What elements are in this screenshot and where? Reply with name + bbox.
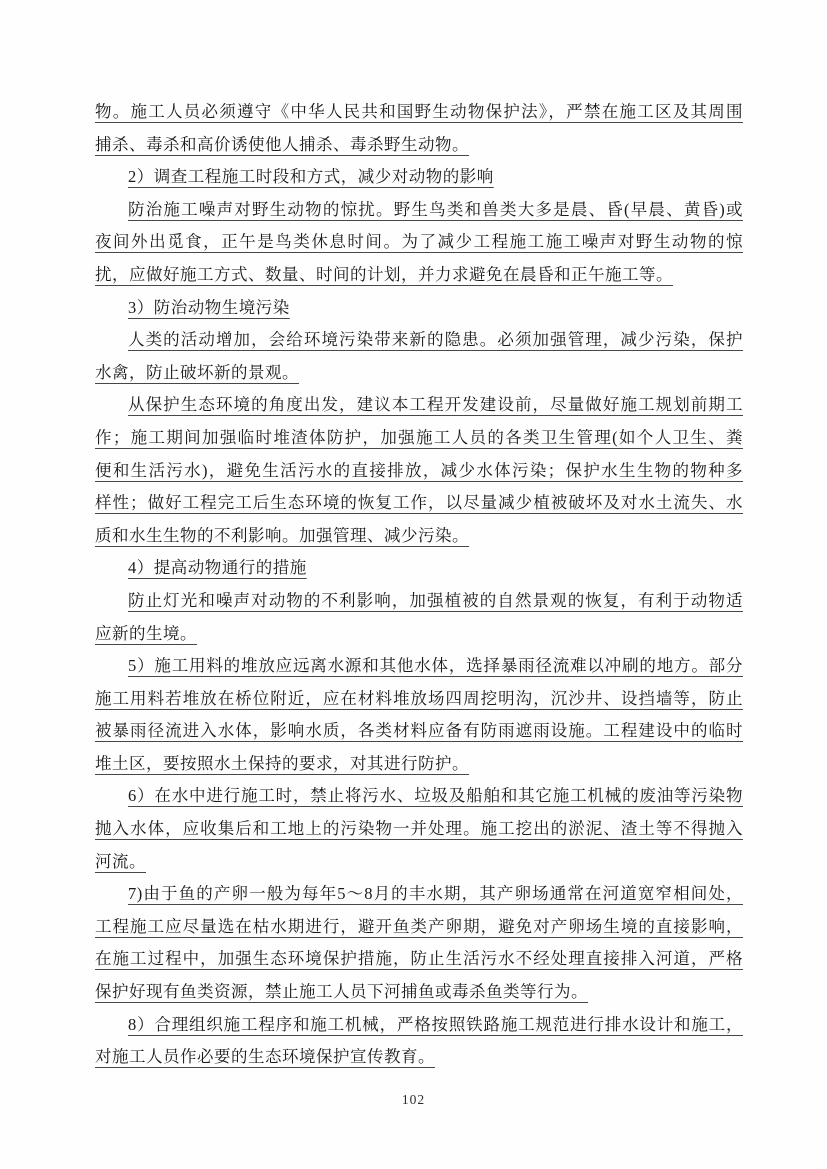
text-line: 便和生活污水)，避免生活污水的直接排放，减少水体污染；保护水生生物的物种多 <box>95 460 743 480</box>
section-heading: 3）防治动物生境污染 <box>128 297 290 317</box>
text-line: 5）施工用料的堆放应远离水源和其他水体，选择暴雨径流难以冲刷的地方。部分 <box>128 656 743 676</box>
text-line: 对施工人员作必要的生态环境保护宣传教育。 <box>95 1047 435 1067</box>
text-line: 人类的活动增加，会给环境污染带来新的隐患。必须加强管理，减少污染，保护 <box>128 330 743 350</box>
text-line: 扰，应做好施工方式、数量、时间的计划，并力求避免在晨昏和正午施工等。 <box>95 264 673 284</box>
text-line: 6）在水中进行施工时，禁止将污水、垃圾及船舶和其它施工机械的废油等污染物 <box>128 786 743 806</box>
text-line: 被暴雨径流进入水体，影响水质，各类材料应备有防雨遮雨设施。工程建设中的临时 <box>95 721 743 741</box>
text-line: 质和水生生物的不利影响。加强管理、减少污染。 <box>95 525 469 545</box>
section-heading: 4）提高动物通行的措施 <box>128 558 307 578</box>
text-line: 工程施工应尽量选在枯水期进行，避开鱼类产卵期，避免对产卵场生境的直接影响， <box>95 916 743 936</box>
text-line: 样性；做好工程完工后生态环境的恢复工作，以尽量减少植被破坏及对水土流失、水 <box>95 493 743 513</box>
text-line: 河流。 <box>95 851 146 871</box>
text-line: 8）合理组织施工程序和施工机械，严格按照铁路施工规范进行排水设计和施工， <box>128 1014 743 1034</box>
text-line: 水禽，防止破坏新的景观。 <box>95 362 299 382</box>
text-line: 捕杀、毒杀和高价诱使他人捕杀、毒杀野生动物。 <box>95 134 469 154</box>
text-line: 抛入水体，应收集后和工地上的污染物一并处理。施工挖出的淤泥、渣土等不得抛入 <box>95 819 743 839</box>
page-number: 102 <box>401 1092 426 1107</box>
text-content <box>95 96 743 1074</box>
text-line: 7)由于鱼的产卵一般为每年5～8月的丰水期，其产卵场通常在河道宽窄相间处， <box>128 884 743 904</box>
text-line: 堆土区，要按照水土保持的要求，对其进行防护。 <box>95 753 469 773</box>
text-line: 防治施工噪声对野生动物的惊扰。野生鸟类和兽类大多是晨、昏(早晨、黄昏)或 <box>128 199 743 219</box>
text-line: 在施工过程中，加强生态环境保护措施，防止生活污水不经处理直接排入河道，严格 <box>95 949 743 969</box>
text-line: 施工用料若堆放在桥位附近，应在材料堆放场四周挖明沟，沉沙井、设挡墙等，防止 <box>95 688 743 708</box>
text-line: 夜间外出觅食，正午是鸟类休息时间。为了减少工程施工施工噪声对野生动物的惊 <box>95 232 743 252</box>
text-line: 保护好现有鱼类资源，禁止施工人员下河捕鱼或毒杀鱼类等行为。 <box>95 982 588 1002</box>
section-heading: 2）调查工程施工时段和方式，减少对动物的影响 <box>128 167 494 187</box>
text-line: 防止灯光和噪声对动物的不利影响，加强植被的自然景观的恢复，有利于动物适 <box>128 590 743 610</box>
text-line: 作；施工期间加强临时堆渣体防护，加强施工人员的各类卫生管理(如个人卫生、粪 <box>95 427 743 447</box>
text-line: 从保护生态环境的角度出发，建议本工程开发建设前，尽量做好施工规划前期工 <box>128 395 743 415</box>
text-line: 物。施工人员必须遵守《中华人民共和国野生动物保护法》，严禁在施工区及其周围 <box>95 102 743 121</box>
text-line: 应新的生境。 <box>95 623 197 643</box>
